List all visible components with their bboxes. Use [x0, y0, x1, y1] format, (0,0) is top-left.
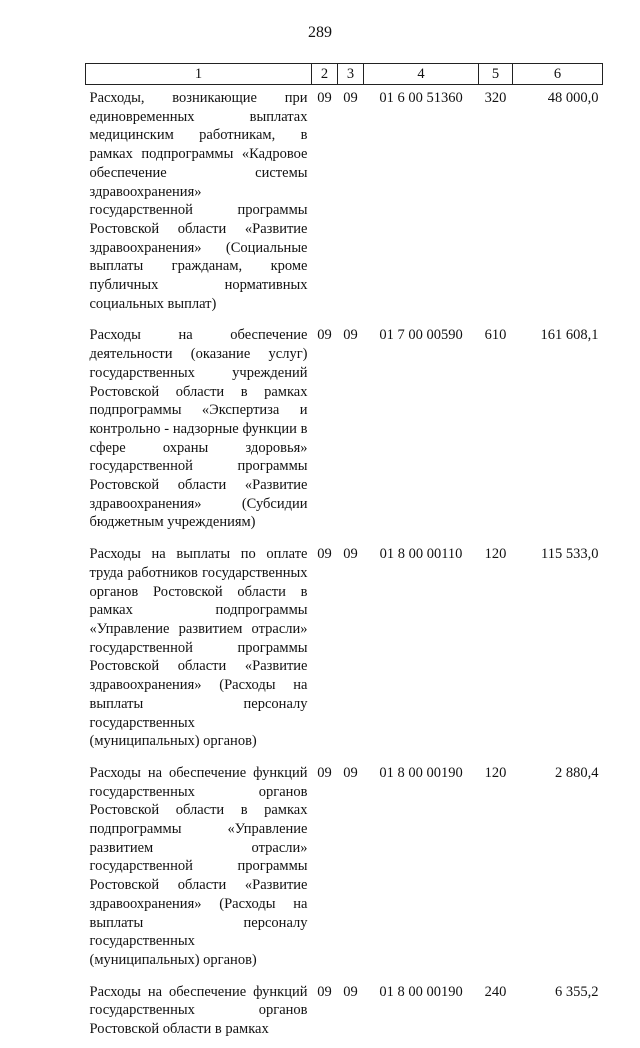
- amount: 2 880,4: [555, 764, 599, 781]
- expense-type-code: 610: [484, 327, 507, 344]
- table-row: [86, 979, 603, 1048]
- table-row: [86, 322, 603, 541]
- amount: 48 000,0: [547, 90, 599, 106]
- budget-table: [85, 63, 603, 1048]
- expense-description: Расходы на обеспечение функций государственных органов Ростовской области в рамках подпрограммы «Управление развитием отрасли» государственной программы Ростовской области «Развитие здравоохранения» (Расходы на выплаты персоналу государственных (муниципальных) органов): [89, 764, 308, 968]
- subsection-code: 09: [343, 764, 358, 781]
- target-item-code: 01 6 00 51360: [379, 90, 463, 106]
- section-code: 09: [317, 983, 332, 1000]
- section-code: 09: [317, 546, 332, 563]
- section-code: 09: [317, 327, 332, 344]
- section-code: 09: [317, 90, 332, 106]
- column-header: 1: [86, 64, 312, 85]
- subsection-code: 09: [343, 546, 358, 563]
- column-header: 4: [364, 64, 479, 85]
- subsection-code: 09: [343, 327, 358, 344]
- amount: 115 533,0: [541, 546, 599, 563]
- amount: 161 608,1: [540, 327, 599, 344]
- amount: 6 355,2: [555, 983, 599, 1000]
- table-row: [86, 760, 603, 979]
- target-item-code: 01 8 00 00110: [379, 546, 463, 563]
- table-body: [86, 85, 603, 1048]
- table-header: [86, 64, 603, 85]
- expense-type-code: 120: [484, 546, 507, 563]
- column-header: 6: [513, 64, 603, 85]
- column-header: 2: [312, 64, 338, 85]
- expense-description: Расходы на обеспечение функций государственных органов Ростовской области в рамках: [89, 983, 308, 1038]
- page-number: 289: [308, 24, 332, 41]
- subsection-code: 09: [343, 90, 358, 106]
- subsection-code: 09: [343, 983, 358, 1000]
- target-item-code: 01 8 00 00190: [379, 764, 463, 781]
- expense-description: Расходы на обеспечение деятельности (оказание услуг) государственных учреждений Ростовской области в рамках подпрограммы «Экспертиза и контрольно - надзорные функции в сфере охраны здоровья» государственной программы Ростовской области «Развитие здравоохранения» (Субсидии бюджетным учреждениям): [89, 327, 308, 531]
- expense-type-code: 120: [484, 764, 507, 781]
- expense-type-code: 320: [484, 90, 507, 106]
- target-item-code: 01 7 00 00590: [379, 327, 463, 344]
- table-row: [86, 541, 603, 760]
- target-item-code: 01 8 00 00190: [379, 983, 463, 1000]
- column-header: 5: [479, 64, 513, 85]
- section-code: 09: [317, 764, 332, 781]
- expense-type-code: 240: [484, 983, 507, 1000]
- expense-description: Расходы, возникающие при единовременных выплатах медицинским работникам, в рамках подпрограммы «Кадровое обеспечение системы здравоохранения» государственной программы Ростовской области «Развитие здравоохранения» (Социальные выплаты гражданам, кроме публичных нормативных социальных выплат): [89, 90, 308, 312]
- table-row: [86, 85, 603, 323]
- expense-description: Расходы на выплаты по оплате труда работников государственных органов Ростовской области в рамках подпрограммы «Управление развитием отрасли» государственной программы Ростовской области «Развитие здравоохранения» (Расходы на выплаты персоналу государственных (муниципальных) органов): [89, 546, 308, 750]
- column-header: 3: [338, 64, 364, 85]
